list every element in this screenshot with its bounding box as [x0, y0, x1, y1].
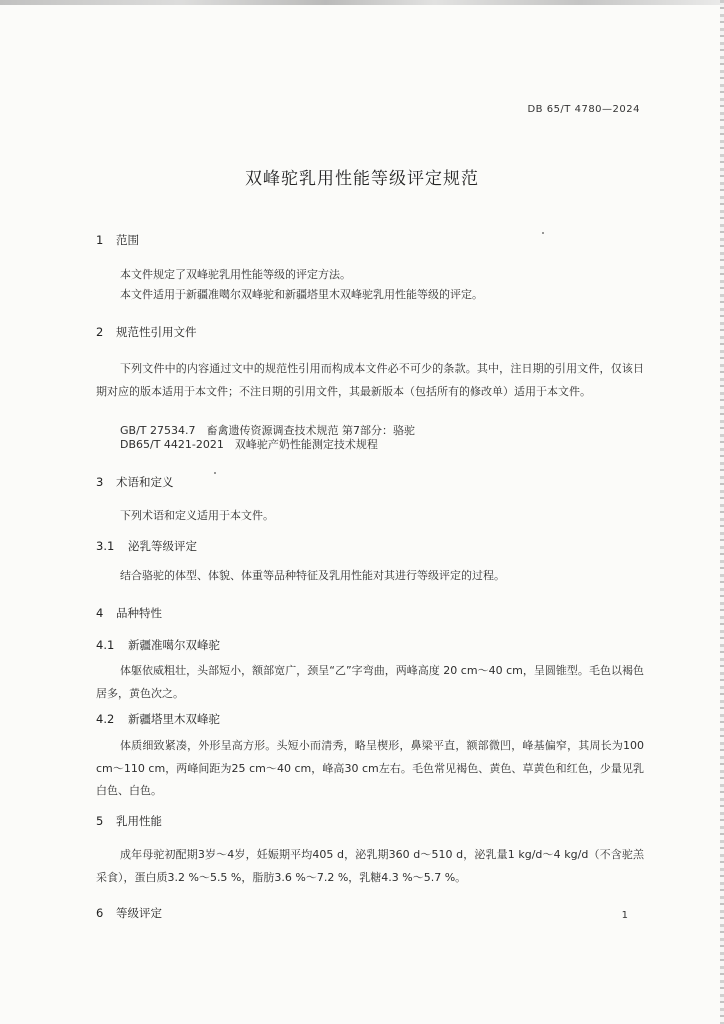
subsection-number: 3.1	[96, 539, 115, 553]
section-title: 范围	[116, 233, 139, 247]
terms-intro: 下列术语和定义适用于本文件。	[120, 509, 274, 522]
section-number: 2	[96, 325, 104, 339]
normative-ref-1: GB/T 27534.7 畜禽遗传资源调查技术规范 第7部分：骆驼	[120, 424, 415, 437]
section-number: 4	[96, 606, 104, 620]
section-number: 3	[96, 475, 104, 489]
section-title: 术语和定义	[116, 475, 174, 489]
subsection-heading-4-1	[96, 637, 220, 653]
scan-speck	[542, 232, 544, 234]
document-title: 双峰驼乳用性能等级评定规范	[245, 169, 479, 189]
scope-line-2: 本文件适用于新疆准噶尔双峰驼和新疆塔里木双峰驼乳用性能等级的评定。	[120, 288, 483, 301]
section-number: 6	[96, 906, 104, 920]
section-heading-1	[96, 232, 139, 248]
scan-edge-top	[0, 0, 724, 5]
section-title: 等级评定	[116, 906, 162, 920]
normative-intro: 下列文件中的内容通过文中的规范性引用而构成本文件必不可少的条款。其中，注日期的引用文件，仅该日期对应的版本适用于本文件；不注日期的引用文件，其最新版本（包括所有的修改单）适用于本文件。	[96, 362, 644, 398]
subsection-title: 新疆塔里木双峰驼	[128, 712, 220, 726]
section-heading-6	[96, 905, 162, 921]
subsection-number: 4.2	[96, 712, 115, 726]
subsection-title: 新疆准噶尔双峰驼	[128, 638, 220, 652]
subsection-title: 泌乳等级评定	[128, 539, 197, 553]
section-number: 1	[96, 233, 104, 247]
section-heading-4	[96, 605, 162, 621]
subsection-heading-3-1	[96, 538, 197, 554]
section-heading-2	[96, 324, 197, 340]
section-title: 品种特性	[116, 606, 162, 620]
section-heading-3	[96, 474, 174, 490]
scan-speck	[214, 472, 216, 474]
breed-description-4-2: 体质细致紧凑，外形呈高方形。头短小而清秀，略呈楔形，鼻梁平直，额部微凹，峰基偏窄，其周长为100 cm～110 cm，两峰间距为25 cm～40 cm，峰高30 cm左右。毛色常见褐色、黄色、草黄色和红色，少量见乳白色、白色。	[96, 739, 644, 797]
term-definition-3-1: 结合骆驼的体型、体貌、体重等品种特征及乳用性能对其进行等级评定的过程。	[120, 569, 505, 582]
document-code: DB 65/T 4780—2024	[527, 104, 640, 115]
subsection-heading-4-2	[96, 711, 220, 727]
section-heading-5	[96, 813, 162, 829]
milk-performance-text: 成年母驼初配期3岁～4岁，妊娠期平均405 d，泌乳期360 d～510 d，泌乳量1 kg/d～4 kg/d（不含驼羔采食），蛋白质3.2 %～5.5 %，脂肪3.6 %～7.2 %，乳糖4.3 %～5.7 %。	[96, 848, 644, 884]
subsection-number: 4.1	[96, 638, 115, 652]
page-number: 1	[621, 910, 628, 921]
scan-edge-right	[720, 0, 724, 1024]
breed-description-4-1: 体躯依威粗壮，头部短小，额部宽广，颈呈“乙”字弯曲，两峰高度 20 cm～40 cm，呈圆锥型。毛色以褐色居多，黄色次之。	[96, 664, 644, 700]
section-title: 乳用性能	[116, 814, 162, 828]
normative-ref-2: DB65/T 4421-2021 双峰驼产奶性能测定技术规程	[120, 438, 378, 451]
section-number: 5	[96, 814, 104, 828]
scope-line-1: 本文件规定了双峰驼乳用性能等级的评定方法。	[120, 268, 351, 281]
section-title: 规范性引用文件	[116, 325, 197, 339]
